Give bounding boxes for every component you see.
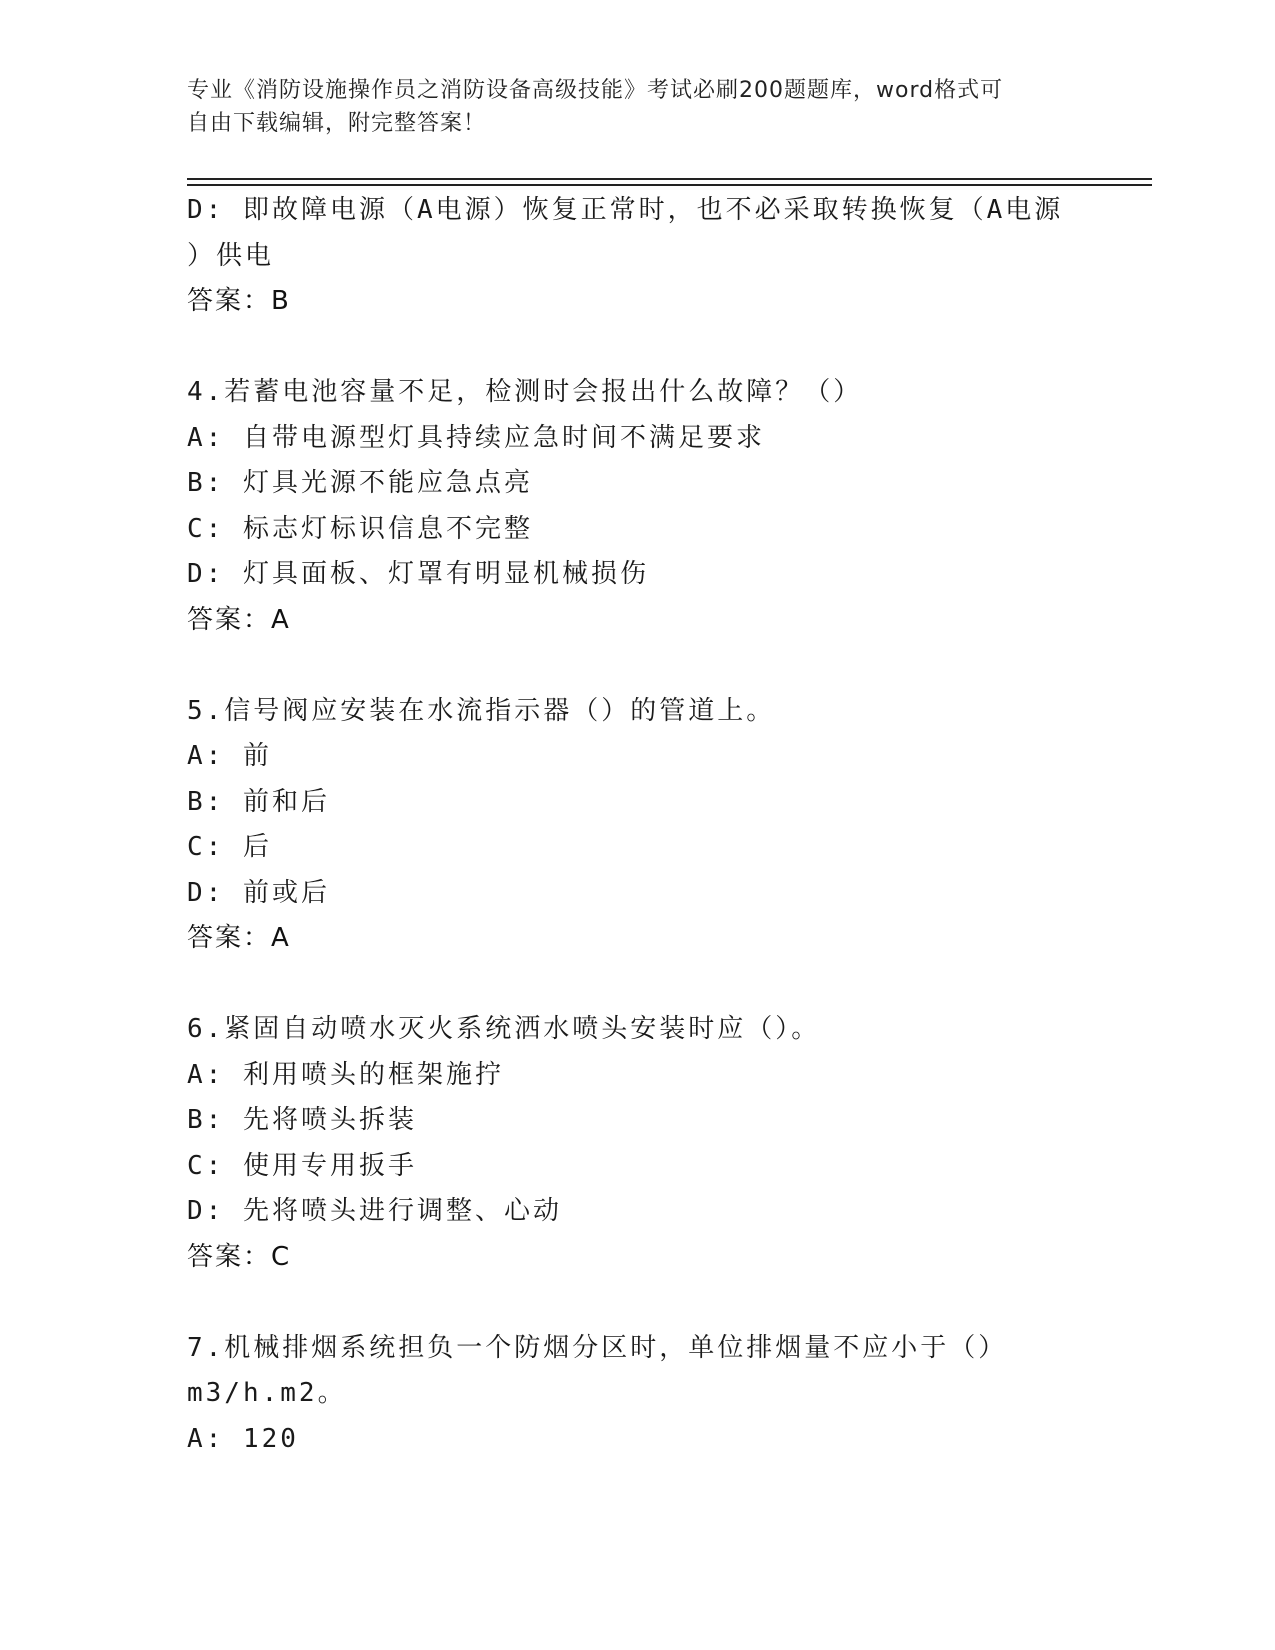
question-4-text: 4.若蓄电池容量不足，检测时会报出什么故障？（）	[187, 377, 863, 407]
question-spacer	[187, 643, 1087, 689]
question-7-option-a: A: 120	[187, 1423, 299, 1454]
question-5-option-c: C: 后	[187, 832, 272, 862]
question-4-option-a: A: 自带电源型灯具持续应急时间不满足要求	[187, 422, 765, 453]
question-3-block	[187, 188, 1087, 325]
question-3-option-d-continued: ）供电	[187, 240, 275, 271]
question-spacer	[187, 325, 1087, 371]
question-7-text-continued: m3/h.m2。	[187, 1378, 347, 1408]
question-6-block	[187, 1007, 1087, 1280]
question-4-block	[187, 370, 1087, 643]
question-7-block	[187, 1326, 1087, 1463]
question-5-answer: 答案：A	[187, 923, 291, 953]
question-5-block	[187, 689, 1087, 962]
question-6-answer: 答案：C	[187, 1241, 292, 1272]
question-spacer	[187, 1280, 1087, 1326]
question-7-text: 7.机械排烟系统担负一个防烟分区时，单位排烟量不应小于（）	[187, 1332, 1008, 1363]
question-4-option-b: B: 灯具光源不能应急点亮	[187, 468, 533, 498]
question-5-option-a: A: 前	[187, 741, 272, 771]
header-title-line-2: 自由下载编辑，附完整答案！	[187, 111, 487, 136]
question-5-text: 5.信号阀应安装在水流指示器（）的管道上。	[187, 695, 776, 726]
question-6-option-d: D: 先将喷头进行调整、心动	[187, 1196, 562, 1226]
header-divider-top	[187, 178, 1152, 180]
question-5-option-b: B: 前和后	[187, 786, 330, 817]
question-4-option-d: D: 灯具面板、灯罩有明显机械损伤	[187, 559, 649, 589]
question-6-option-b: B: 先将喷头拆装	[187, 1105, 417, 1135]
question-4-answer: 答案：A	[187, 604, 291, 635]
question-3-answer: 答案：B	[187, 286, 291, 316]
question-spacer	[187, 962, 1087, 1008]
question-list	[187, 188, 1087, 1462]
header-divider-bottom	[187, 184, 1152, 186]
question-3-option-d: D: 即故障电源（A电源）恢复正常时，也不必采取转换恢复（A电源	[187, 195, 1064, 225]
question-6-text: 6.紧固自动喷水灭火系统洒水喷头安装时应（）。	[187, 1014, 821, 1044]
question-6-option-a: A: 利用喷头的框架施拧	[187, 1059, 504, 1090]
question-4-option-c: C: 标志灯标识信息不完整	[187, 513, 533, 544]
question-5-option-d: D: 前或后	[187, 877, 330, 908]
document-header	[187, 74, 1067, 140]
question-6-option-c: C: 使用专用扳手	[187, 1150, 417, 1181]
header-title-line-1: 专业《消防设施操作员之消防设备高级技能》考试必刷200题题库，word格式可	[187, 78, 1004, 103]
